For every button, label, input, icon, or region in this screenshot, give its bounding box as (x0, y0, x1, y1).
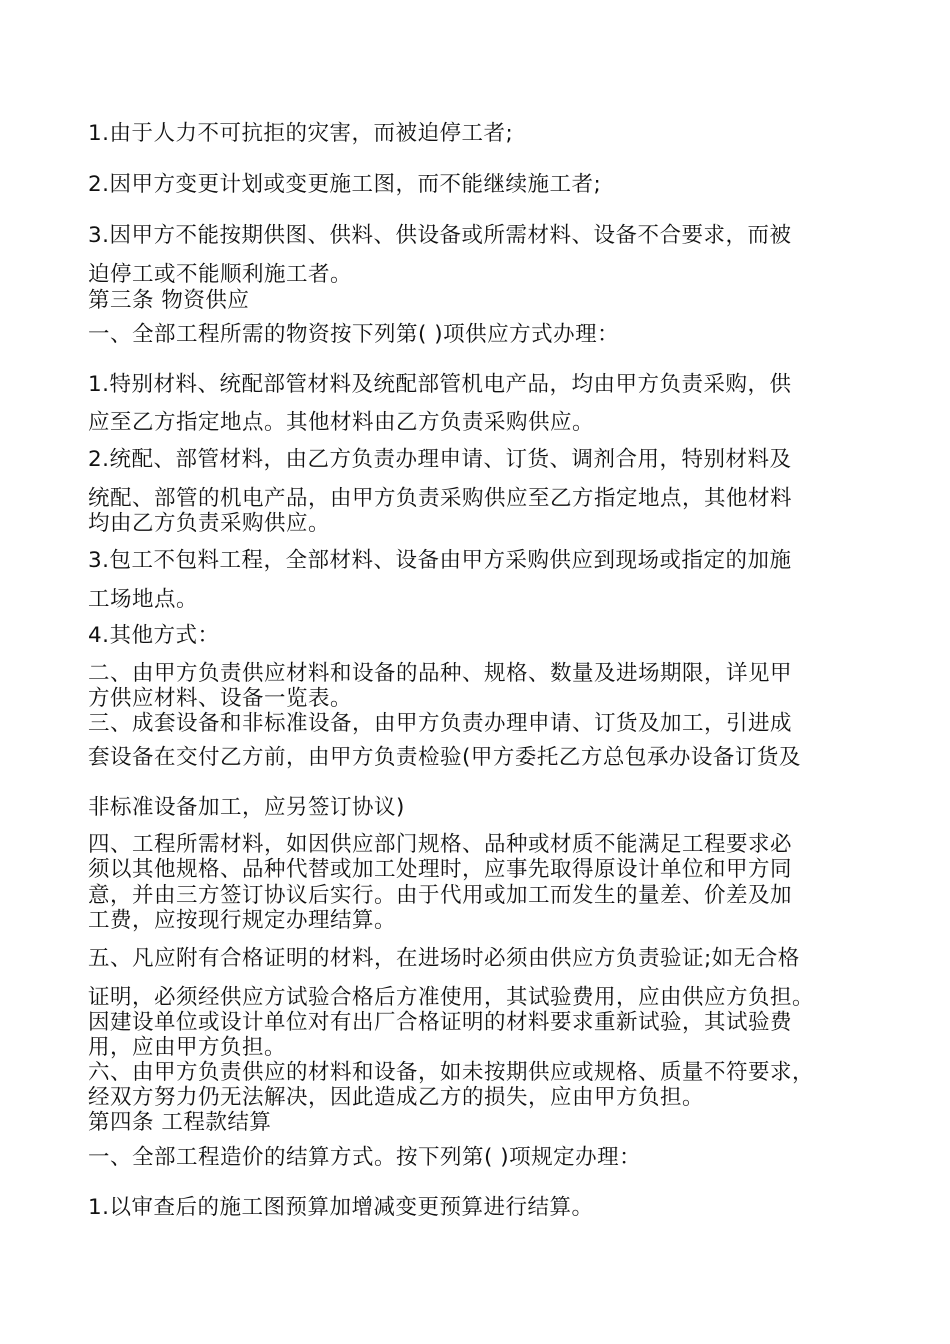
text-line: 五、凡应附有合格证明的材料，在进场时必须由供应方负责验证;如无合格 (88, 946, 800, 971)
text-line: 套设备在交付乙方前，由甲方负责检验(甲方委托乙方总包承办设备订货及 (88, 745, 801, 770)
text-line: 方供应材料、设备一览表。 (88, 686, 353, 711)
text-line: 证明，必须经供应方试验合格后方准使用，其试验费用，应由供应方负担。 (88, 985, 815, 1010)
text-line: 经双方努力仍无法解决，因此造成乙方的损失，应由甲方负担。 (88, 1085, 705, 1110)
text-line: 应至乙方指定地点。其他材料由乙方负责采购供应。 (88, 410, 595, 435)
text-line: 一、全部工程所需的物资按下列第( )项供应方式办理： (88, 322, 620, 347)
text-line: 二、由甲方负责供应材料和设备的品种、规格、数量及进场期限，详见甲 (88, 661, 793, 686)
text-line: 四、工程所需材料，如因供应部门规格、品种或材质不能满足工程要求必 (88, 832, 793, 857)
text-line: 三、成套设备和非标准设备，由甲方负责办理申请、订货及加工，引进成 (88, 711, 793, 736)
text-line: 六、由甲方负责供应的材料和设备，如未按期供应或规格、质量不符要求， (88, 1060, 815, 1085)
text-line: 1.由于人力不可抗拒的灾害，而被迫停工者; (88, 121, 514, 146)
text-line: 1.以审查后的施工图预算加增减变更预算进行结算。 (88, 1195, 594, 1220)
text-line: 3.因甲方不能按期供图、供料、供设备或所需材料、设备不合要求，而被 (88, 223, 792, 248)
text-line: 因建设单位或设计单位对有出厂合格证明的材料要求重新试验，其试验费 (88, 1010, 793, 1035)
section-heading: 第三条 物资供应 (88, 288, 250, 313)
text-line: 2.因甲方变更计划或变更施工图，而不能继续施工者; (88, 172, 602, 197)
text-line: 意，并由三方签订协议后实行。由于代用或加工而发生的量差、价差及加 (88, 883, 793, 908)
text-line: 非标准设备加工，应另签订协议) (88, 795, 405, 820)
text-line: 迫停工或不能顺利施工者。 (88, 262, 353, 287)
text-line: 须以其他规格、品种代替或加工处理时，应事先取得原设计单位和甲方同 (88, 857, 793, 882)
text-line: 1.特别材料、统配部管材料及统配部管机电产品，均由甲方负责采购，供 (88, 372, 792, 397)
text-line: 工场地点。 (88, 587, 199, 612)
text-line: 3.包工不包料工程，全部材料、设备由甲方采购供应到现场或指定的加施 (88, 548, 792, 573)
text-line: 均由乙方负责采购供应。 (88, 511, 331, 536)
text-line: 工费，应按现行规定办理结算。 (88, 908, 397, 933)
text-line: 2.统配、部管材料，由乙方负责办理申请、订货、调剂合用，特别材料及 (88, 447, 792, 472)
text-line: 一、全部工程造价的结算方式。按下列第( )项规定办理： (88, 1145, 642, 1170)
text-line: 统配、部管的机电产品，由甲方负责采购供应至乙方指定地点，其他材料 (88, 486, 793, 511)
section-heading: 第四条 工程款结算 (88, 1110, 272, 1135)
text-line: 4.其他方式： (88, 623, 220, 648)
text-line: 用，应由甲方负担。 (88, 1035, 287, 1060)
